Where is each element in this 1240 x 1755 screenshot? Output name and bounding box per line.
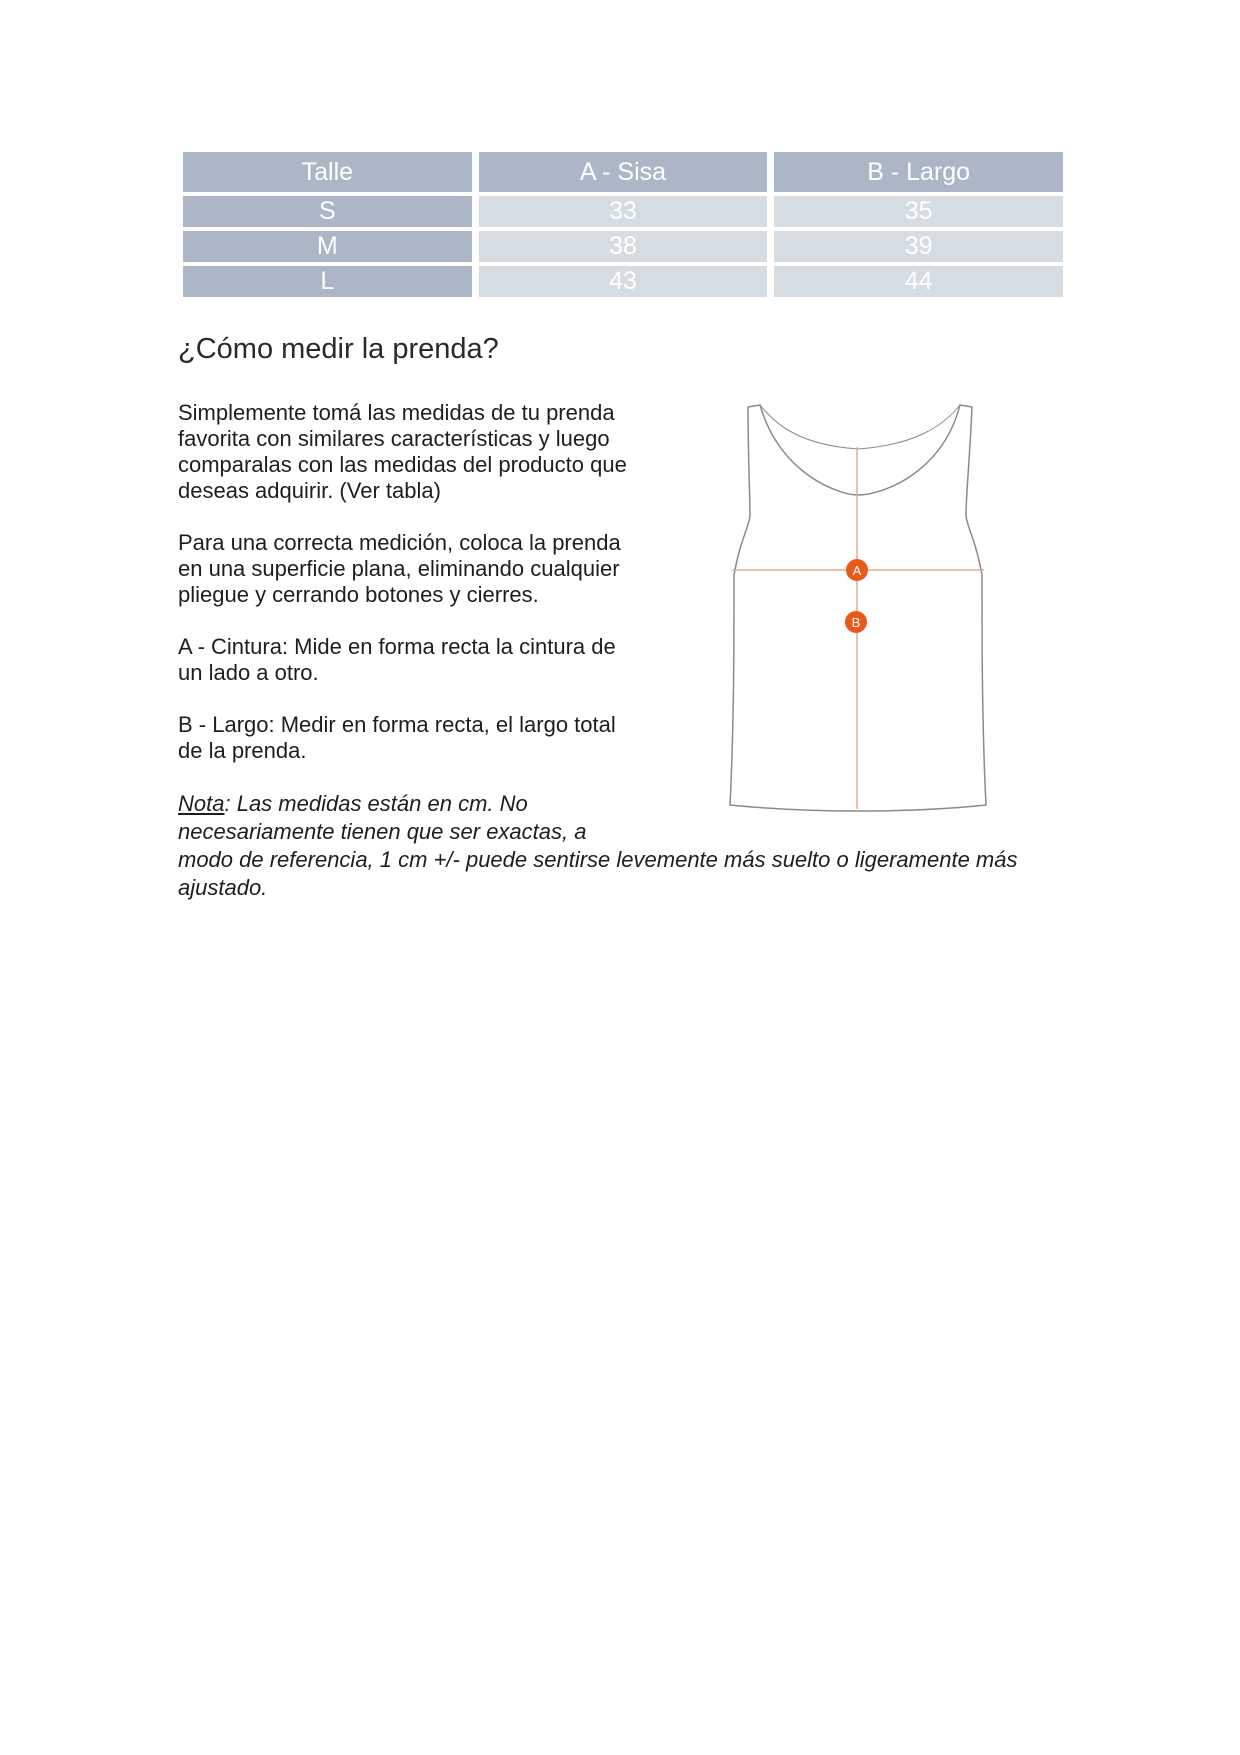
sisa-cell: 43: [479, 266, 768, 297]
header-b-largo: B - Largo: [774, 152, 1063, 192]
table-row: [183, 196, 1063, 227]
text-line: Para una correcta medición, coloca la prenda: [178, 530, 621, 555]
measure-a-paragraph: [178, 634, 668, 686]
size-table: [183, 152, 1063, 301]
text-line: un lado a otro.: [178, 660, 319, 685]
size-cell: L: [183, 266, 472, 297]
text-line: deseas adquirir. (Ver tabla): [178, 478, 441, 503]
header-talle: Talle: [183, 152, 472, 192]
section-heading: ¿Cómo medir la prenda?: [178, 333, 499, 365]
text-line: necesariamente tienen que ser exactas, a: [178, 819, 587, 844]
text-line: pliegue y cerrando botones y cierres.: [178, 582, 539, 607]
note-label: Nota: [178, 791, 225, 816]
text-line: B - Largo: Medir en forma recta, el largo total: [178, 712, 616, 737]
header-a-sisa: A - Sisa: [479, 152, 768, 192]
text-line: ajustado.: [178, 875, 268, 900]
marker-a-label: A: [852, 563, 862, 578]
text-line: A - Cintura: Mide en forma recta la cintura de: [178, 634, 616, 659]
text-line: de la prenda.: [178, 738, 307, 763]
sisa-cell: 33: [479, 196, 768, 227]
marker-b-label: B: [851, 615, 861, 630]
size-cell: M: [183, 231, 472, 262]
method-paragraph: [178, 530, 668, 608]
text-line: comparalas con las medidas del producto que: [178, 452, 627, 477]
tank-top-diagram: [720, 395, 1000, 825]
garment-outline: [730, 405, 986, 811]
largo-cell: 35: [774, 196, 1063, 227]
text-line: en una superficie plana, eliminando cualquier: [178, 556, 620, 581]
table-row: [183, 266, 1063, 297]
text-line: Simplemente tomá las medidas de tu prenda: [178, 400, 615, 425]
largo-cell: 44: [774, 266, 1063, 297]
table-header-row: [183, 152, 1063, 192]
table-row: [183, 231, 1063, 262]
text-line: favorita con similares características y luego: [178, 426, 610, 451]
largo-cell: 39: [774, 231, 1063, 262]
measure-b-paragraph: [178, 712, 668, 764]
text-line: modo de referencia, 1 cm +/- puede sentirse levemente más suelto o ligeramente más: [178, 847, 1018, 872]
note-text: : Las medidas están en cm. No: [224, 791, 528, 816]
size-cell: S: [183, 196, 472, 227]
intro-paragraph: [178, 400, 668, 504]
neckline-inner: [760, 405, 960, 449]
sisa-cell: 38: [479, 231, 768, 262]
